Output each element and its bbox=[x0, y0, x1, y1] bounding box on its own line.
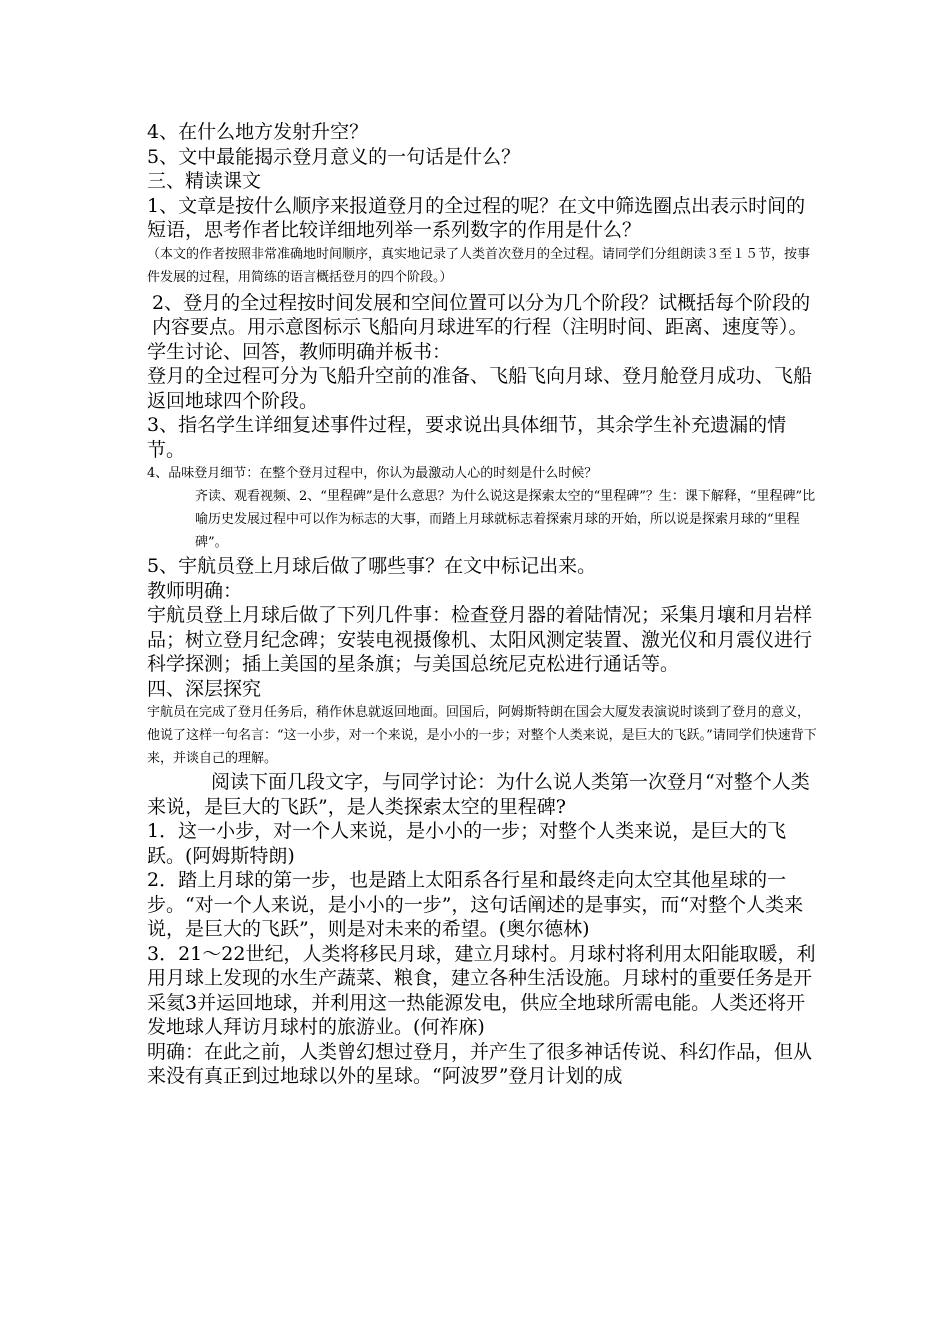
section-heading-4: 四、深层探究 bbox=[147, 677, 262, 700]
paragraph-item-5: 5、宇航员登上月球后做了哪些事？在文中标记出来。 bbox=[147, 555, 597, 577]
discussion-line: 学生讨论、回答，教师明确并板书： bbox=[147, 340, 452, 363]
paragraph-item-4: 4、品味登月细节：在整个登月过程中，你认为最激动人心的时刻是什么时候？ bbox=[147, 466, 598, 481]
note-paragraph: （本文的作者按照非常准确地时间顺序，真实地记录了人类首次登月的全过程。请同学们分组朗读３至１５节，按事件发展的过程，用简练的语言概括登月的四个阶段。） bbox=[147, 246, 811, 285]
clarification-paragraph: 明确：在此之前，人类曾幻想过登月，并产生了很多神话传说、科幻作品，但从来没有真正到过地球以外的星球。“阿波罗”登月计划的成 bbox=[147, 1040, 813, 1087]
reading-item-2: 2．踏上月球的第一步，也是踏上太阳系各行星和最终走向太空其他星球的一步。“对一个人来说，是小小的一步”，这句话阐述的是事实，而“对整个人类来说，是巨大的飞跃”，则是对未来的希望。(奥尔德林) bbox=[147, 869, 804, 940]
paragraph-item-3: 3、指名学生详细复述事件过程，要求说出具体细节，其余学生补充遗漏的情节。 bbox=[147, 414, 787, 461]
paragraph-item-2: 2、登月的全过程按时间发展和空间位置可以分为几个阶段？试概括每个阶段的内容要点。用示意图标示飞船向月球进军的行程（注明时间、距离、速度等）。 bbox=[152, 291, 811, 338]
reading-prompt: 阅读下面几段文字，与同学讨论：为什么说人类第一次登月“对整个人类来说，是巨大的飞跃”，是人类探索太空的里程碑? bbox=[147, 771, 810, 818]
teacher-clarify-label: 教师明确： bbox=[147, 579, 243, 602]
paragraph-item-1: 1、文章是按什么顺序来报道登月的全过程的呢？在文中筛选圈点出表示时间的短语，思考作者比较详细地列举一系列数字的作用是什么？ bbox=[147, 194, 806, 241]
armstrong-quote-paragraph: 宇航员在完成了登月任务后，稍作休息就返回地面。回国后，阿姆斯特朗在国会大厦发表演说时谈到了登月的意义，他说了这样一句名言：“这一小步，对一个来说，是小小的一步；对整个人类来说，是巨大的飞跃。”请同学们快速背下来，并谈自己的理解。 bbox=[147, 705, 817, 766]
question-5: 5、文中最能揭示登月意义的一句话是什么？ bbox=[147, 145, 521, 168]
question-4: 4、在什么地方发射升空？ bbox=[147, 121, 369, 143]
board-summary: 登月的全过程可分为飞船升空前的准备、飞船飞向月球、登月舱登月成功、飞船返回地球四个阶段。 bbox=[147, 365, 813, 412]
reading-item-3: 3．21～22世纪，人类将移民月球，建立月球村。月球村将利用太阳能取暖，利用月球上发现的水生产蔬菜、粮食，建立各种生活设施。月球村的重要任务是开采氦3并运回地球，并利用这一热能源发电，供应全地球所需电能。人类还将开发地球人拜访月球村的旅游业。(何祚庥) bbox=[147, 942, 816, 1038]
reading-item-1: 1．这一小步，对一个人来说，是小小的一步；对整个人类来说，是巨大的飞跃。(阿姆斯特朗) bbox=[147, 820, 787, 867]
astronaut-activities: 宇航员登上月球后做了下列几件事：检查登月器的着陆情况；采集月壤和月岩样品；树立登月纪念碑；安装电视摄像机、太阳风测定装置、激光仪和月震仪进行科学探测；插上美国的星条旗；与美国总统尼克松进行通话等。 bbox=[147, 604, 813, 675]
milestone-explanation: 齐读、观看视频、2、“里程碑”是什么意思？为什么说这是探索太空的“里程碑”？生：课下解释，“里程碑”比喻历史发展过程中可以作为标志的大事，而踏上月球就标志着探索月球的开始，所以说是探索月球的“里程碑”。 bbox=[195, 489, 816, 550]
document-body bbox=[147, 120, 819, 1089]
section-heading-3: 三、精读课文 bbox=[147, 170, 262, 192]
